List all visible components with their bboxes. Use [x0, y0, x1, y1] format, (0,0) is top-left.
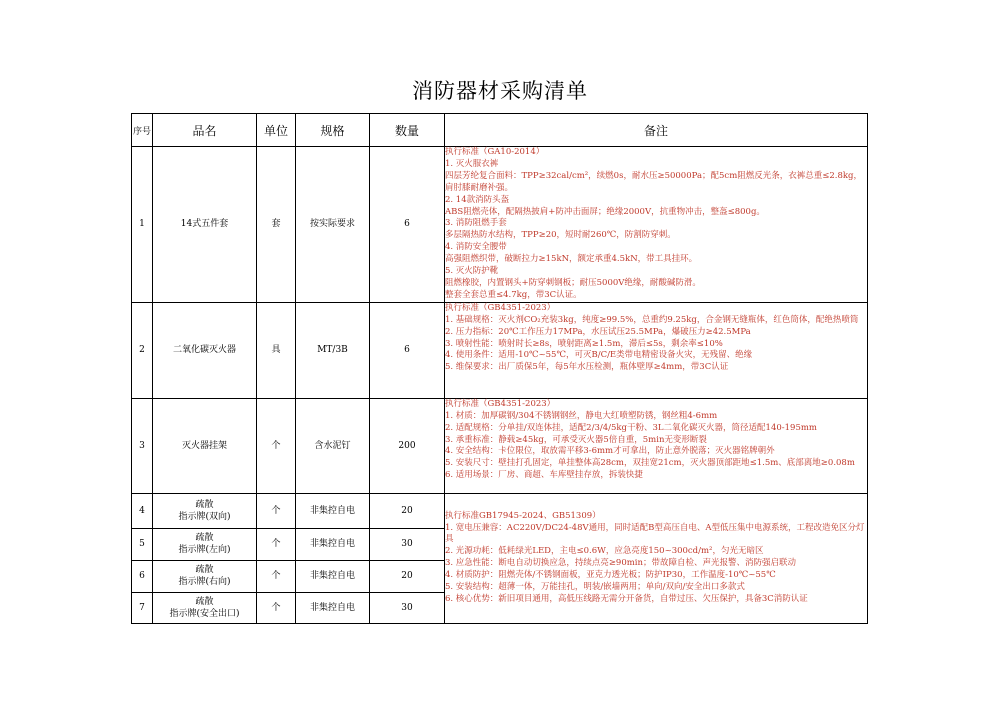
- cell-note: [445, 147, 868, 303]
- cell-name: 疏散 指示牌(双向): [153, 493, 257, 528]
- cell-qty: 6: [370, 302, 445, 398]
- note-text: 执行标准（GB4351-2023） 1. 材质：加厚碳钢/304不锈钢钢丝，静电大红喷塑防锈，钢丝粗4-6mm 2. 适配规格：分单挂/双连体挂，适配2/3/4/5kg干粉、3L二氧化碳灭火器，筒径适配140-195mm 3. 承重标准：静载≥45kg，可承受灭火器5倍自重，5min无变形断裂 4. 安全结构：卡位限位，取放需平移3-6mm才可拿出，防止意外脱落；灭火器铭牌朝外 5. 安装尺寸：壁挂打孔固定，单挂整体高28cm，双挂宽21cm，灭火器顶部距地≤1.5m、底部离地≥0.08m 6. 适用场景：厂房、商超、车库壁挂存放，拆装快捷: [445, 398, 855, 481]
- table-row: [132, 493, 868, 528]
- cell-unit: 个: [257, 560, 296, 592]
- cell-seq: 7: [132, 592, 153, 623]
- note-text: 执行标准（GA10-2014） 1. 灭火服衣裤 四层芳纶复合面料：TPP≥32cal/cm²，续燃0s，耐水压≥50000Pa；配5cm阻燃反光条，衣裤总重≤2.8kg，肩肘膝耐磨补强。 2. 14款消防头盔 ABS阻燃壳体，配隔热披肩+防冲击面屏；绝缘2000V，抗重物冲击，整盔≤800g。 3. 消防阻燃手套 多层隔热防水结构，TPP≥20，短时耐260℃，防割防穿刺。 4. 消防安全腰带 高强阻燃织带，破断拉力≥15kN，额定承重4.5kN，带工具挂环。 5. 灭火防护靴 阻燃橡胶，内置钢头+防穿刺钢板；耐压5000V绝缘，耐酸碱防滑。 整套全套总重≤4.7kg，带3C认证。: [445, 147, 862, 300]
- cell-note: [445, 398, 868, 493]
- note-text: 执行标准GB17945-2024、GB51309） 1. 宽电压兼容：AC220V/DC24-48V通用，同时适配B型高压自电、A型低压集中电源系统，工程改造免区分灯具 2. 光源功耗：低耗绿光LED，主电≤0.6W，应急亮度150~300cd/m²，匀光无暗区 3. 应急性能：断电自动切换应急，持续点亮≥90min；带故障自检、声光报警、消防强启联动 4. 材质防护：阻燃壳体/不锈钢面板，亚克力透光板；防护IP30，工作温度-10℃~55℃ 5. 安装结构：超薄一体，万能挂孔，明装/嵌墙两用；单向/双向/安全出口多款式 6. 核心优势：新旧项目通用，高低压线路无需分开备货，自带过压、欠压保护，具备3C消防认证: [445, 510, 865, 604]
- cell-name: 二氧化碳灭火器: [153, 302, 257, 398]
- cell-qty: 200: [370, 398, 445, 493]
- cell-seq: 1: [132, 147, 153, 303]
- cell-qty: 30: [370, 592, 445, 623]
- table-row: [132, 398, 868, 493]
- cell-unit: 个: [257, 493, 296, 528]
- cell-name: 疏散 指示牌(安全出口): [153, 592, 257, 623]
- cell-seq: 3: [132, 398, 153, 493]
- cell-qty: 6: [370, 147, 445, 303]
- cell-name: 疏散 指示牌(右向): [153, 560, 257, 592]
- page-title: 消防器材采购清单: [412, 79, 588, 103]
- cell-spec: 按实际要求: [296, 147, 370, 303]
- cell-spec: 非集控自电: [296, 560, 370, 592]
- table-row: [132, 302, 868, 398]
- header-note: 备注: [445, 114, 868, 147]
- procurement-table: [131, 113, 868, 624]
- cell-unit: 具: [257, 302, 296, 398]
- cell-spec: MT/3B: [296, 302, 370, 398]
- cell-unit: 套: [257, 147, 296, 303]
- cell-spec: 含水泥钉: [296, 398, 370, 493]
- header-name: 品名: [153, 114, 257, 147]
- cell-note: [445, 302, 868, 398]
- cell-name: 疏散 指示牌(左向): [153, 528, 257, 560]
- cell-name: 14式五件套: [153, 147, 257, 303]
- cell-qty: 30: [370, 528, 445, 560]
- cell-note: [445, 493, 868, 623]
- header-qty: 数量: [370, 114, 445, 147]
- table-row: [132, 147, 868, 303]
- cell-spec: 非集控自电: [296, 493, 370, 528]
- cell-unit: 个: [257, 592, 296, 623]
- cell-unit: 个: [257, 398, 296, 493]
- header-spec: 规格: [296, 114, 370, 147]
- header-row: [132, 114, 868, 147]
- cell-seq: 4: [132, 493, 153, 528]
- cell-spec: 非集控自电: [296, 592, 370, 623]
- cell-seq: 2: [132, 302, 153, 398]
- header-unit: 单位: [257, 114, 296, 147]
- note-text: 执行标准（GB4351-2023） 1. 基础规格：灭火剂CO₂充装3kg，纯度≥99.5%，总重约9.25kg，合金钢无缝瓶体，红色筒体，配绝热喷筒 2. 压力指标：20℃工作压力17MPa，水压试压25.5MPa，爆破压力≥42.5MPa 3. 喷射性能：喷射时长≥8s，喷射距离≥1.5m，滞后≤5s，剩余率≤10% 4. 使用条件：适用-10℃~55℃，可灭B/C/E类带电精密设备火灾，无残留、绝缘 5. 维保要求：出厂质保5年，每5年水压检测，瓶体壁厚≥4mm，带3C认证: [445, 302, 859, 373]
- cell-spec: 非集控自电: [296, 528, 370, 560]
- cell-seq: 6: [132, 560, 153, 592]
- cell-qty: 20: [370, 493, 445, 528]
- cell-qty: 20: [370, 560, 445, 592]
- cell-unit: 个: [257, 528, 296, 560]
- header-seq: 序号: [132, 114, 153, 147]
- cell-name: 灭火器挂架: [153, 398, 257, 493]
- cell-seq: 5: [132, 528, 153, 560]
